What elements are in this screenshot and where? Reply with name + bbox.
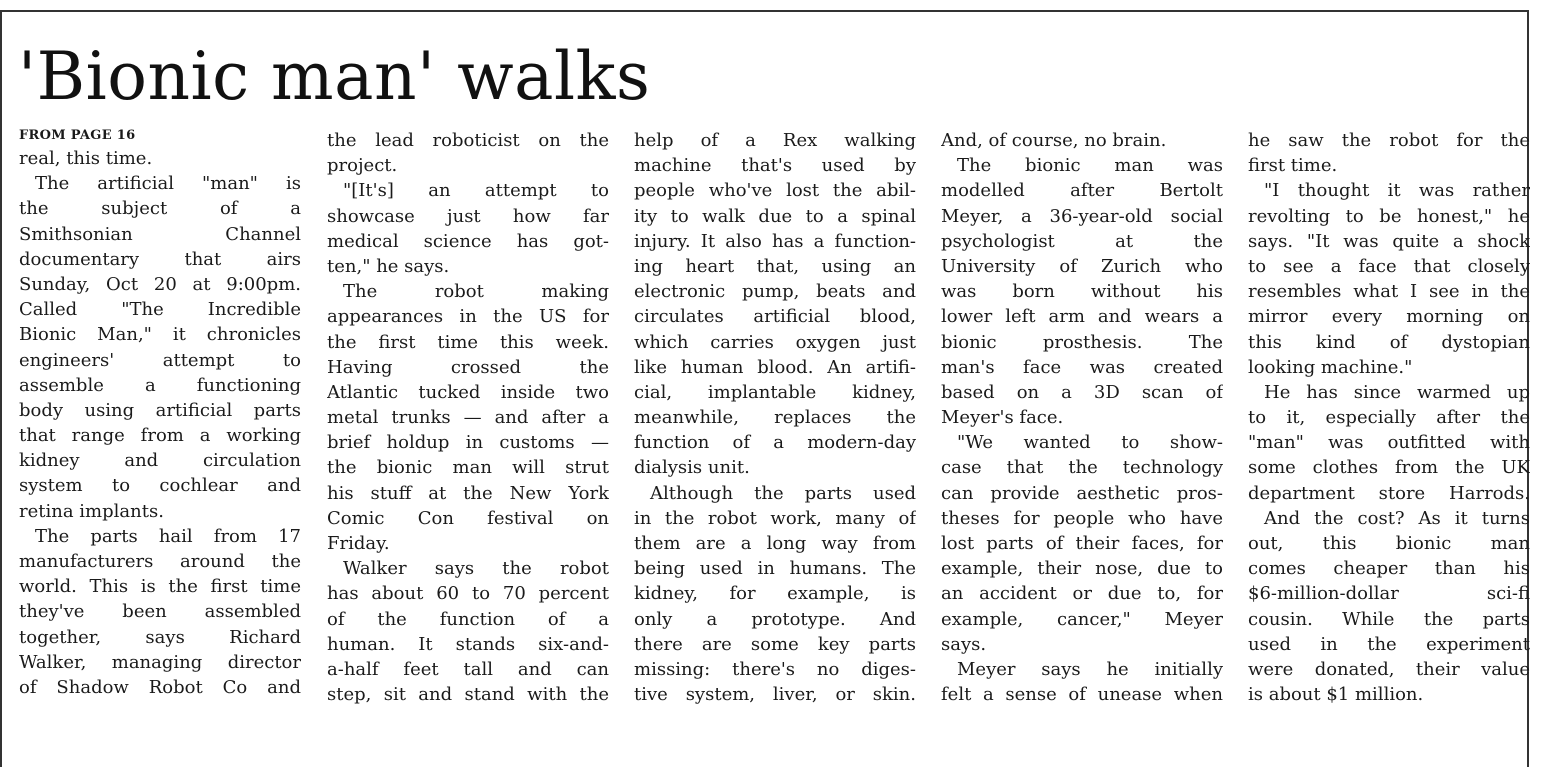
text-line: retina implants. (19, 500, 164, 522)
text-line: Sunday, Oct 20 at 9:00pm. (19, 273, 301, 295)
text-line: like human blood. An artifi- (634, 356, 916, 378)
text-line: tive system, liver, or skin. (634, 684, 916, 706)
text-line: bionic prosthesis. The (941, 331, 1223, 353)
text-line: Comic Con festival on (327, 507, 609, 529)
text-line: that range from a working (19, 425, 301, 447)
text-line: University of Zurich who (941, 255, 1223, 277)
text-line: Walker says the robot (343, 558, 609, 580)
text-line: to see a face that closely (1248, 255, 1530, 277)
text-line: Although the parts used (650, 482, 916, 504)
text-line: comes cheaper than his (1248, 558, 1530, 580)
text-line: felt a sense of unease when (941, 684, 1223, 706)
text-line: step, sit and stand with the (327, 684, 609, 706)
text-line: The robot making (343, 281, 609, 303)
text-line: system to cochlear and (19, 475, 301, 497)
text-line: assemble a functioning (19, 374, 301, 396)
text-line: revolting to be honest," he (1248, 205, 1530, 227)
text-line: says. (941, 633, 987, 655)
article-column-5 (1248, 128, 1530, 707)
text-line: ity to walk due to a spinal (634, 205, 916, 227)
text-line: body using artificial parts (19, 399, 301, 421)
text-line: together, says Richard (19, 626, 301, 648)
text-line: $6-million-dollar sci-fi (1248, 583, 1530, 605)
text-line: Walker, managing director (19, 651, 301, 673)
text-line: medical science has got- (327, 230, 609, 252)
text-line: The bionic man was (957, 155, 1223, 177)
text-line: dialysis unit. (634, 457, 750, 479)
text-line: "man" was outfitted with (1248, 432, 1530, 454)
text-line: missing: there's no diges- (634, 658, 916, 680)
text-line: project. (327, 155, 398, 177)
text-line: a-half feet tall and can (327, 658, 609, 680)
text-line: has about 60 to 70 percent (327, 583, 609, 605)
text-line: showcase just how far (327, 205, 609, 227)
text-line: out, this bionic man (1248, 533, 1530, 554)
text-line: function of a modern-day (634, 432, 916, 454)
text-line: used in the experiment (1248, 633, 1530, 655)
text-line: Called "The Incredible (19, 299, 301, 321)
text-line: mirror every morning on (1248, 306, 1530, 328)
text-line: which carries oxygen just (634, 331, 916, 353)
text-line: first time. (1248, 155, 1338, 177)
article-column-2 (327, 128, 609, 707)
text-line: he saw the robot for the (1248, 130, 1530, 151)
article-column-1 (19, 128, 301, 700)
text-line: engineers' attempt to (19, 349, 301, 371)
text-line: lost parts of their faces, for (941, 533, 1223, 554)
text-line: in the robot work, many of (634, 507, 916, 529)
text-line: Meyer's face. (941, 407, 1064, 429)
text-line: the subject of a (19, 198, 301, 220)
text-line: He has since warmed up (1264, 381, 1530, 403)
text-line: people who've lost the abil- (634, 180, 916, 202)
text-line: department store Harrods. (1248, 482, 1530, 504)
text-line: meanwhile, replaces the (634, 407, 916, 429)
text-line: modelled after Bertolt (941, 180, 1223, 202)
text-line: were donated, their value (1248, 658, 1530, 680)
text-line: The artificial "man" is (35, 173, 301, 195)
text-line: looking machine." (1248, 356, 1413, 378)
text-line: cial, implantable kidney, (634, 381, 916, 403)
text-line: The parts hail from 17 (35, 525, 301, 547)
text-line: the bionic man will strut (327, 457, 609, 479)
text-line: And the cost? As it turns (1264, 507, 1530, 529)
text-line: there are some key parts (634, 633, 916, 655)
text-line: the lead roboticist on the (327, 130, 609, 151)
text-line: kidney and circulation (19, 450, 301, 472)
text-line: Having crossed the (327, 356, 609, 378)
text-line: example, cancer," Meyer (941, 608, 1223, 630)
text-line: psychologist at the (941, 230, 1223, 252)
text-line: his stuff at the New York (327, 482, 609, 504)
text-line: being used in humans. The (634, 558, 916, 580)
text-line: was born without his (941, 281, 1223, 303)
text-line: to it, especially after the (1248, 407, 1530, 429)
text-line: lower left arm and wears a (941, 306, 1223, 328)
text-line: Friday. (327, 533, 390, 554)
text-line: kidney, for example, is (634, 583, 916, 605)
text-line: "We wanted to show- (957, 432, 1223, 454)
text-line: man's face was created (941, 356, 1223, 378)
text-line: can provide aesthetic pros- (941, 482, 1223, 504)
text-line: the first time this week. (327, 331, 609, 353)
text-line: machine that's used by (634, 155, 916, 177)
text-line: theses for people who have (941, 507, 1223, 529)
text-line: ing heart that, using an (634, 255, 916, 277)
text-line: of the function of a (327, 608, 609, 630)
text-line: appearances in the US for (327, 306, 609, 328)
kicker-from-page: FROM PAGE 16 (19, 128, 136, 143)
text-line: some clothes from the UK (1248, 457, 1530, 479)
text-line: cousin. While the parts (1248, 608, 1530, 630)
text-line: this kind of dystopian (1248, 331, 1530, 353)
article-headline: 'Bionic man' walks (18, 38, 651, 115)
text-line: Bionic Man," it chronicles (19, 324, 301, 346)
text-line: real, this time. (19, 148, 153, 169)
text-line: help of a Rex walking (634, 130, 916, 151)
text-line: example, their nose, due to (941, 558, 1223, 580)
text-line: circulates artificial blood, (634, 306, 916, 328)
text-line: "[It's] an attempt to (343, 180, 609, 202)
text-line: case that the technology (941, 457, 1223, 479)
article-column-4 (941, 128, 1223, 707)
text-line: electronic pump, beats and (634, 281, 916, 303)
text-line: human. It stands six-and- (327, 633, 609, 655)
text-line: resembles what I see in the (1248, 281, 1530, 303)
text-line: Meyer says he initially (957, 658, 1223, 680)
text-line: manufacturers around the (19, 551, 301, 572)
text-line: an accident or due to, for (941, 583, 1223, 605)
text-line: based on a 3D scan of (941, 381, 1223, 403)
text-line: brief holdup in customs — (327, 432, 609, 454)
text-line: metal trunks — and after a (327, 407, 609, 429)
text-line: And, of course, no brain. (941, 130, 1167, 151)
text-line: Meyer, a 36-year-old social (941, 205, 1223, 227)
text-line: is about $1 million. (1248, 684, 1424, 706)
text-line: "I thought it was rather (1264, 180, 1530, 202)
article-column-3 (634, 128, 916, 707)
text-line: only a prototype. And (634, 608, 916, 630)
text-line: they've been assembled (19, 601, 301, 623)
text-line: them are a long way from (634, 533, 916, 554)
text-line: documentary that airs (19, 248, 301, 270)
text-line: injury. It also has a function- (634, 230, 916, 252)
text-line: of Shadow Robot Co and (19, 676, 301, 698)
text-line: ten," he says. (327, 255, 450, 277)
text-line: Atlantic tucked inside two (327, 381, 609, 403)
text-line: says. "It was quite a shock (1248, 230, 1530, 252)
text-line: world. This is the first time (19, 576, 301, 598)
text-line: Smithsonian Channel (19, 223, 301, 245)
